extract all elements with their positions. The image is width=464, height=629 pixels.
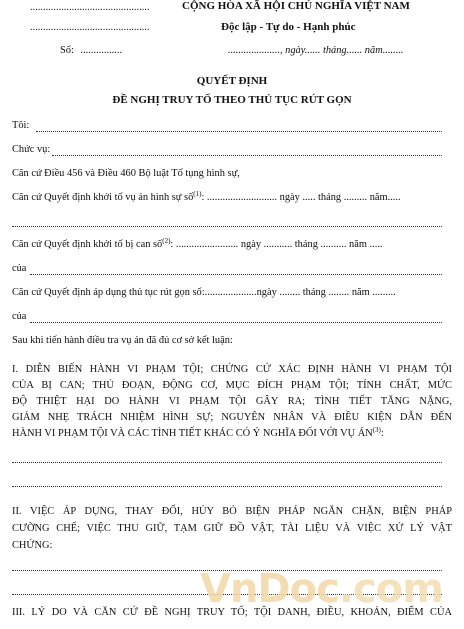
vndoc-watermark [200,566,443,612]
qd-khoi-to-vu-an-text: Căn cứ Quyết định khởi tố vụ án hình sự số [12,192,194,203]
qd-khoi-to-bi-can-tail: : ........................ ngày ........... tháng .......... năm ..... [170,239,383,250]
qd-khoi-to-bi-can [12,239,383,250]
qd-khoi-to-vu-an-fill-line [12,226,442,227]
cua-fill-line-1 [30,274,442,275]
document-number-dots: ................ [80,45,123,56]
section-1-fill-line-1 [12,462,442,463]
section-2-heading [12,503,452,554]
section-1-fill-line-2 [12,486,442,487]
qd-khoi-to-bi-can-text: Căn cứ Quyết định khởi tố bị can số [12,239,163,250]
motto: Độc lập - Tự do - Hạnh phúc [221,21,356,33]
qd-ap-dung: Căn cứ Quyết định áp dụng thủ tục rút gọn số:....................ngày ........ tháng ........ năm ......... [12,287,396,298]
document-number [60,45,122,56]
footnote-3-marker: (3) [372,426,381,434]
section-1-heading [12,362,452,442]
watermark-part-2: .com [338,566,443,612]
section-3-line-1: III. LÝ DO VÀ CĂN CỨ ĐỀ NGHỊ TRUY TỐ; TỘI DANH, ĐIỀU, KHOẢN, ĐIỂM CỦA [12,607,452,618]
section-1-line-2: CỦA BỊ CAN; THỦ ĐOẠN, ĐỘNG CƠ, MỤC ĐÍCH PHẠM TỘI; TÍNH CHẤT, MỨC [12,380,452,391]
section-1-line-3: ĐỘ THIỆT HẠI DO HÀNH VI PHẠM TỘI GÂY RA; TÌNH TIẾT TĂNG NẶNG, [12,396,452,407]
chuc-vu-fill-line [52,155,442,156]
section-1-line-5 [12,426,452,442]
date-line: ...................., ngày...... tháng...... năm........ [228,45,404,56]
qd-khoi-to-vu-an [12,192,401,203]
country-name: CỘNG HÒA XÃ HỘI CHỦ NGHĨA VIỆT NAM [182,0,410,12]
sau-khi-ket-luan: Sau khi tiến hành điều tra vụ án đã đủ cơ sở kết luận: [12,335,233,346]
cua-label-2: của [12,311,27,322]
section-2-line-2: CƯỠNG CHẾ; VIỆC THU GIỮ, TẠM GIỮ ĐỒ VẬT, TÀI LIỆU VÀ VIỆC XỬ LÝ VẬT [12,523,452,534]
agency-line-2: .............................................. [30,22,150,33]
section-1-line-5-text: HÀNH VI PHẠM TỘI VÀ CÁC TÌNH TIẾT KHÁC CÓ Ý NGHĨA ĐỐI VỚI VỤ ÁN [12,428,373,439]
toi-fill-line [36,131,442,132]
qd-khoi-to-vu-an-tail: : ........................... ngày ..... tháng ......... năm..... [201,192,401,203]
agency-line-1: .............................................. [30,2,150,13]
section-2-line-1: II. VIỆC ÁP DỤNG, THAY ĐỔI, HỦY BỎ BIỆN PHÁP NGĂN CHẶN, BIỆN PHÁP [12,506,452,517]
footnote-2-marker: (2) [162,237,171,245]
section-1-line-1: I. DIỄN BIẾN HÀNH VI PHẠM TỘI; CHỨNG CỨ XÁC ĐỊNH HÀNH VI PHẠM TỘI [12,364,452,375]
document-subtitle: ĐỀ NGHỊ TRUY TỐ THEO THỦ TỤC RÚT GỌN [112,94,352,106]
cua-fill-line-2 [30,322,442,323]
can-cu-dieu: Căn cứ Điều 456 và Điều 460 Bộ luật Tố tụng hình sự, [12,168,240,179]
footnote-1-marker: (1) [193,190,202,198]
section-1-line-4: GIẢM NHẸ TRÁCH NHIỆM HÌNH SỰ; NGUYÊN NHÂN VÀ ĐIỀU KIỆN DẪN ĐẾN [12,412,452,423]
cua-label-1: của [12,263,27,274]
document-number-label: Số: [60,45,74,56]
watermark-part-1: VnDoc [200,566,339,612]
section-2-line-3: CHỨNG: [12,540,53,551]
document-title: QUYẾT ĐỊNH [196,75,268,87]
section-1-line-5-tail: : [380,428,384,439]
chuc-vu-label: Chức vụ: [12,144,51,155]
toi-label: Tôi: [12,120,30,131]
